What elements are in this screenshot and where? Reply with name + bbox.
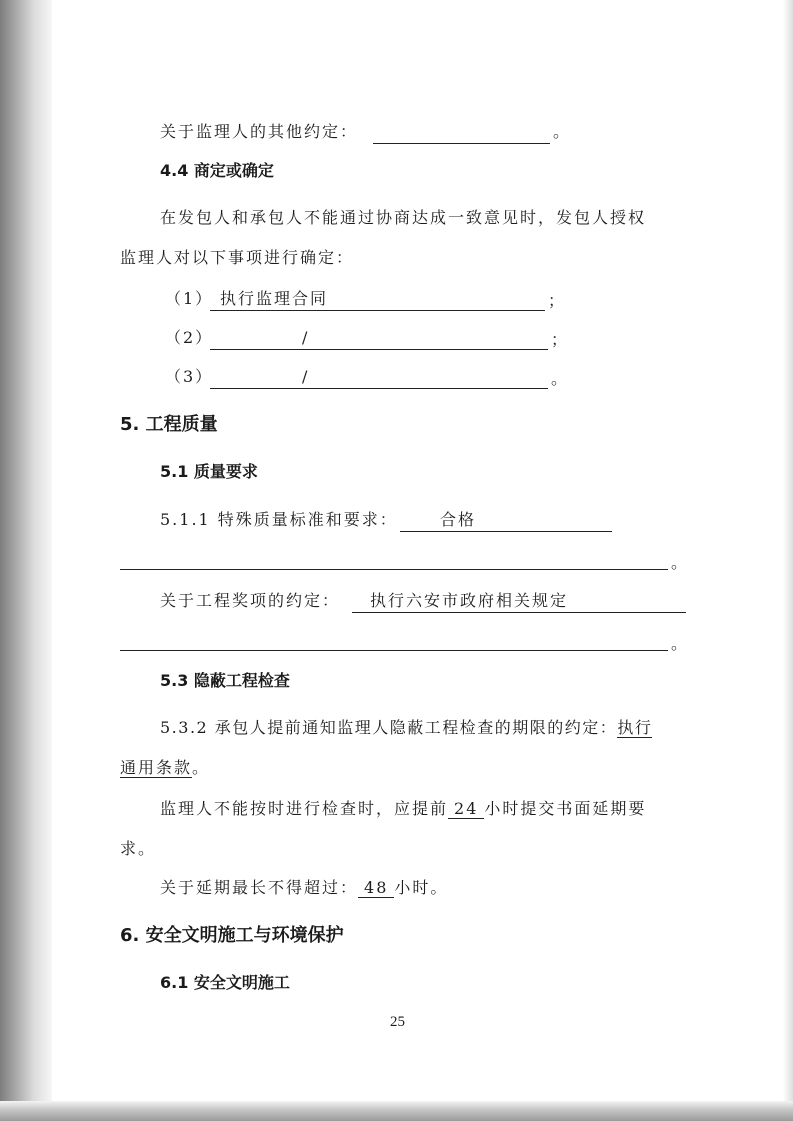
item-1-end: ；	[548, 291, 567, 310]
delay-hours: 24	[448, 799, 484, 819]
max-delay-line	[160, 877, 448, 899]
award-field[interactable]	[352, 590, 686, 613]
section-6-heading: 6. 安全文明施工与环境保护	[120, 925, 344, 946]
other-agreement-blank[interactable]	[373, 121, 550, 144]
s532-prefix: 5.3.2 承包人提前通知监理人隐蔽工程检查的期限的约定：	[160, 718, 618, 737]
max-prefix: 关于延期最长不得超过：	[160, 878, 359, 897]
scan-shadow-bottom	[0, 1101, 793, 1121]
other-agreement-end: 。	[553, 122, 572, 141]
item-1-field[interactable]	[210, 288, 545, 311]
award-value: 执行六安市政府相关规定	[370, 591, 569, 610]
item-2-value: /	[302, 328, 310, 347]
s511-field[interactable]	[400, 509, 612, 532]
delay-line2: 求。	[120, 839, 157, 858]
s511-extra-line[interactable]	[120, 547, 668, 570]
section-4-4-heading: 4.4 商定或确定	[160, 161, 274, 180]
delay-line1	[160, 798, 646, 820]
section-6-1-heading: 6.1 安全文明施工	[160, 973, 290, 992]
page-number: 25	[390, 1014, 405, 1030]
item-3-value: /	[302, 367, 310, 386]
section-5-3-heading: 5.3 隐蔽工程检查	[160, 671, 290, 690]
s532-line1	[160, 717, 652, 739]
item-3-end: 。	[551, 369, 570, 388]
s511-value: 合格	[440, 510, 477, 529]
award-extra-line[interactable]	[120, 628, 668, 651]
max-hours: 48	[358, 878, 394, 898]
s44-paragraph-line1: 在发包人和承包人不能通过协商达成一致意见时，发包人授权	[160, 208, 647, 227]
delay-suffix: 小时提交书面延期要	[484, 799, 647, 818]
s532-value-a: 执行	[617, 718, 653, 737]
max-suffix: 小时。	[394, 878, 449, 897]
item-2-end: ；	[551, 330, 570, 349]
s532-end: 。	[192, 758, 211, 777]
item-2-number: （2）	[165, 328, 214, 347]
s511-extra-end: 。	[671, 553, 690, 572]
scan-shadow-left	[0, 0, 52, 1121]
s511-label: 5.1.1 特殊质量标准和要求：	[160, 510, 398, 529]
item-1-number: （1）	[165, 289, 214, 308]
delay-prefix: 监理人不能按时进行检查时，应提前	[160, 799, 449, 818]
item-3-number: （3）	[165, 367, 214, 386]
section-5-1-heading: 5.1 质量要求	[160, 462, 258, 481]
item-3-field[interactable]	[210, 366, 548, 389]
item-2-field[interactable]	[210, 327, 548, 350]
s532-line2	[120, 757, 210, 779]
award-label: 关于工程奖项的约定：	[160, 591, 341, 610]
scan-shadow-right	[783, 0, 793, 1121]
s532-value-b: 通用条款	[120, 758, 193, 777]
other-agreement-label: 关于监理人的其他约定：	[160, 122, 359, 141]
s44-paragraph-line2: 监理人对以下事项进行确定：	[120, 248, 355, 267]
section-5-heading: 5. 工程质量	[120, 414, 218, 435]
item-1-value: 执行监理合同	[220, 289, 329, 308]
award-extra-end: 。	[671, 634, 690, 653]
